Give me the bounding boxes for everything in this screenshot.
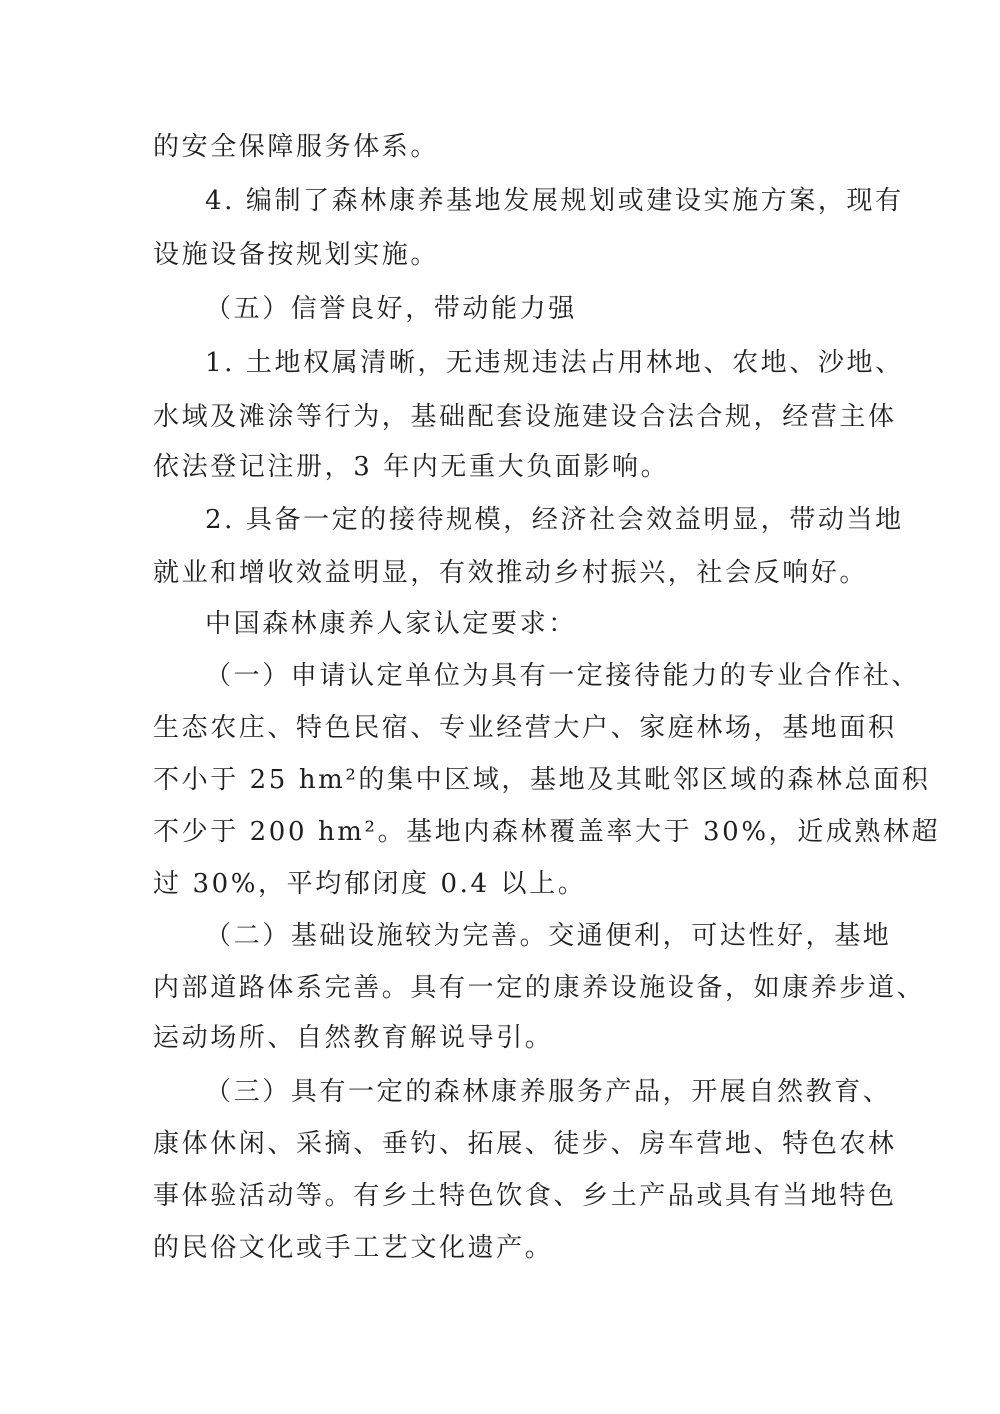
text-line: 康体休闲、采摘、垂钓、拓展、徒步、房车营地、特色农林 — [153, 1129, 897, 1159]
text-line: 运动场所、自然教育解说导引。 — [153, 1023, 554, 1053]
text-line: （一）申请认定单位为具有一定接待能力的专业合作社、 — [205, 661, 921, 691]
text-line: 内部道路体系完善。具有一定的康养设施设备，如康养步道、 — [153, 973, 926, 1003]
text-line: 设施设备按规划实施。 — [153, 240, 440, 270]
text-line: 的安全保障服务体系。 — [153, 132, 440, 162]
text-line: （二）基础设施较为完善。交通便利，可达性好，基地 — [205, 921, 892, 951]
text-line: 事体验活动等。有乡土特色饮食、乡土产品或具有当地特色 — [153, 1181, 897, 1211]
section-heading: 中国森林康养人家认定要求： — [205, 609, 577, 639]
text-line: （三）具有一定的森林康养服务产品，开展自然教育、 — [205, 1077, 892, 1107]
text-line: 4. 编制了森林康养基地发展规划或建设实施方案，现有 — [205, 186, 904, 216]
text-line: 依法登记注册，3 年内无重大负面影响。 — [153, 452, 670, 482]
text-line: 不少于 200 hm²。基地内森林覆盖率大于 30%，近成熟林超 — [153, 817, 941, 847]
section-heading: （五）信誉良好，带动能力强 — [205, 294, 577, 324]
text-line: 过 30%，平均郁闭度 0.4 以上。 — [153, 869, 587, 899]
text-line: 不小于 25 hm²的集中区域，基地及其毗邻区域的森林总面积 — [153, 765, 931, 795]
text-line: 水域及滩涂等行为，基础配套设施建设合法合规，经营主体 — [153, 402, 897, 432]
text-line: 2. 具备一定的接待规模，经济社会效益明显，带动当地 — [205, 505, 904, 535]
text-line: 生态农庄、特色民宿、专业经营大户、家庭林场，基地面积 — [153, 713, 897, 743]
text-line: 就业和增收效益明显，有效推动乡村振兴，社会反响好。 — [153, 558, 869, 588]
text-line: 1. 土地权属清晰，无违规违法占用林地、农地、沙地、 — [205, 348, 904, 378]
text-line: 的民俗文化或手工艺文化遗产。 — [153, 1233, 554, 1263]
